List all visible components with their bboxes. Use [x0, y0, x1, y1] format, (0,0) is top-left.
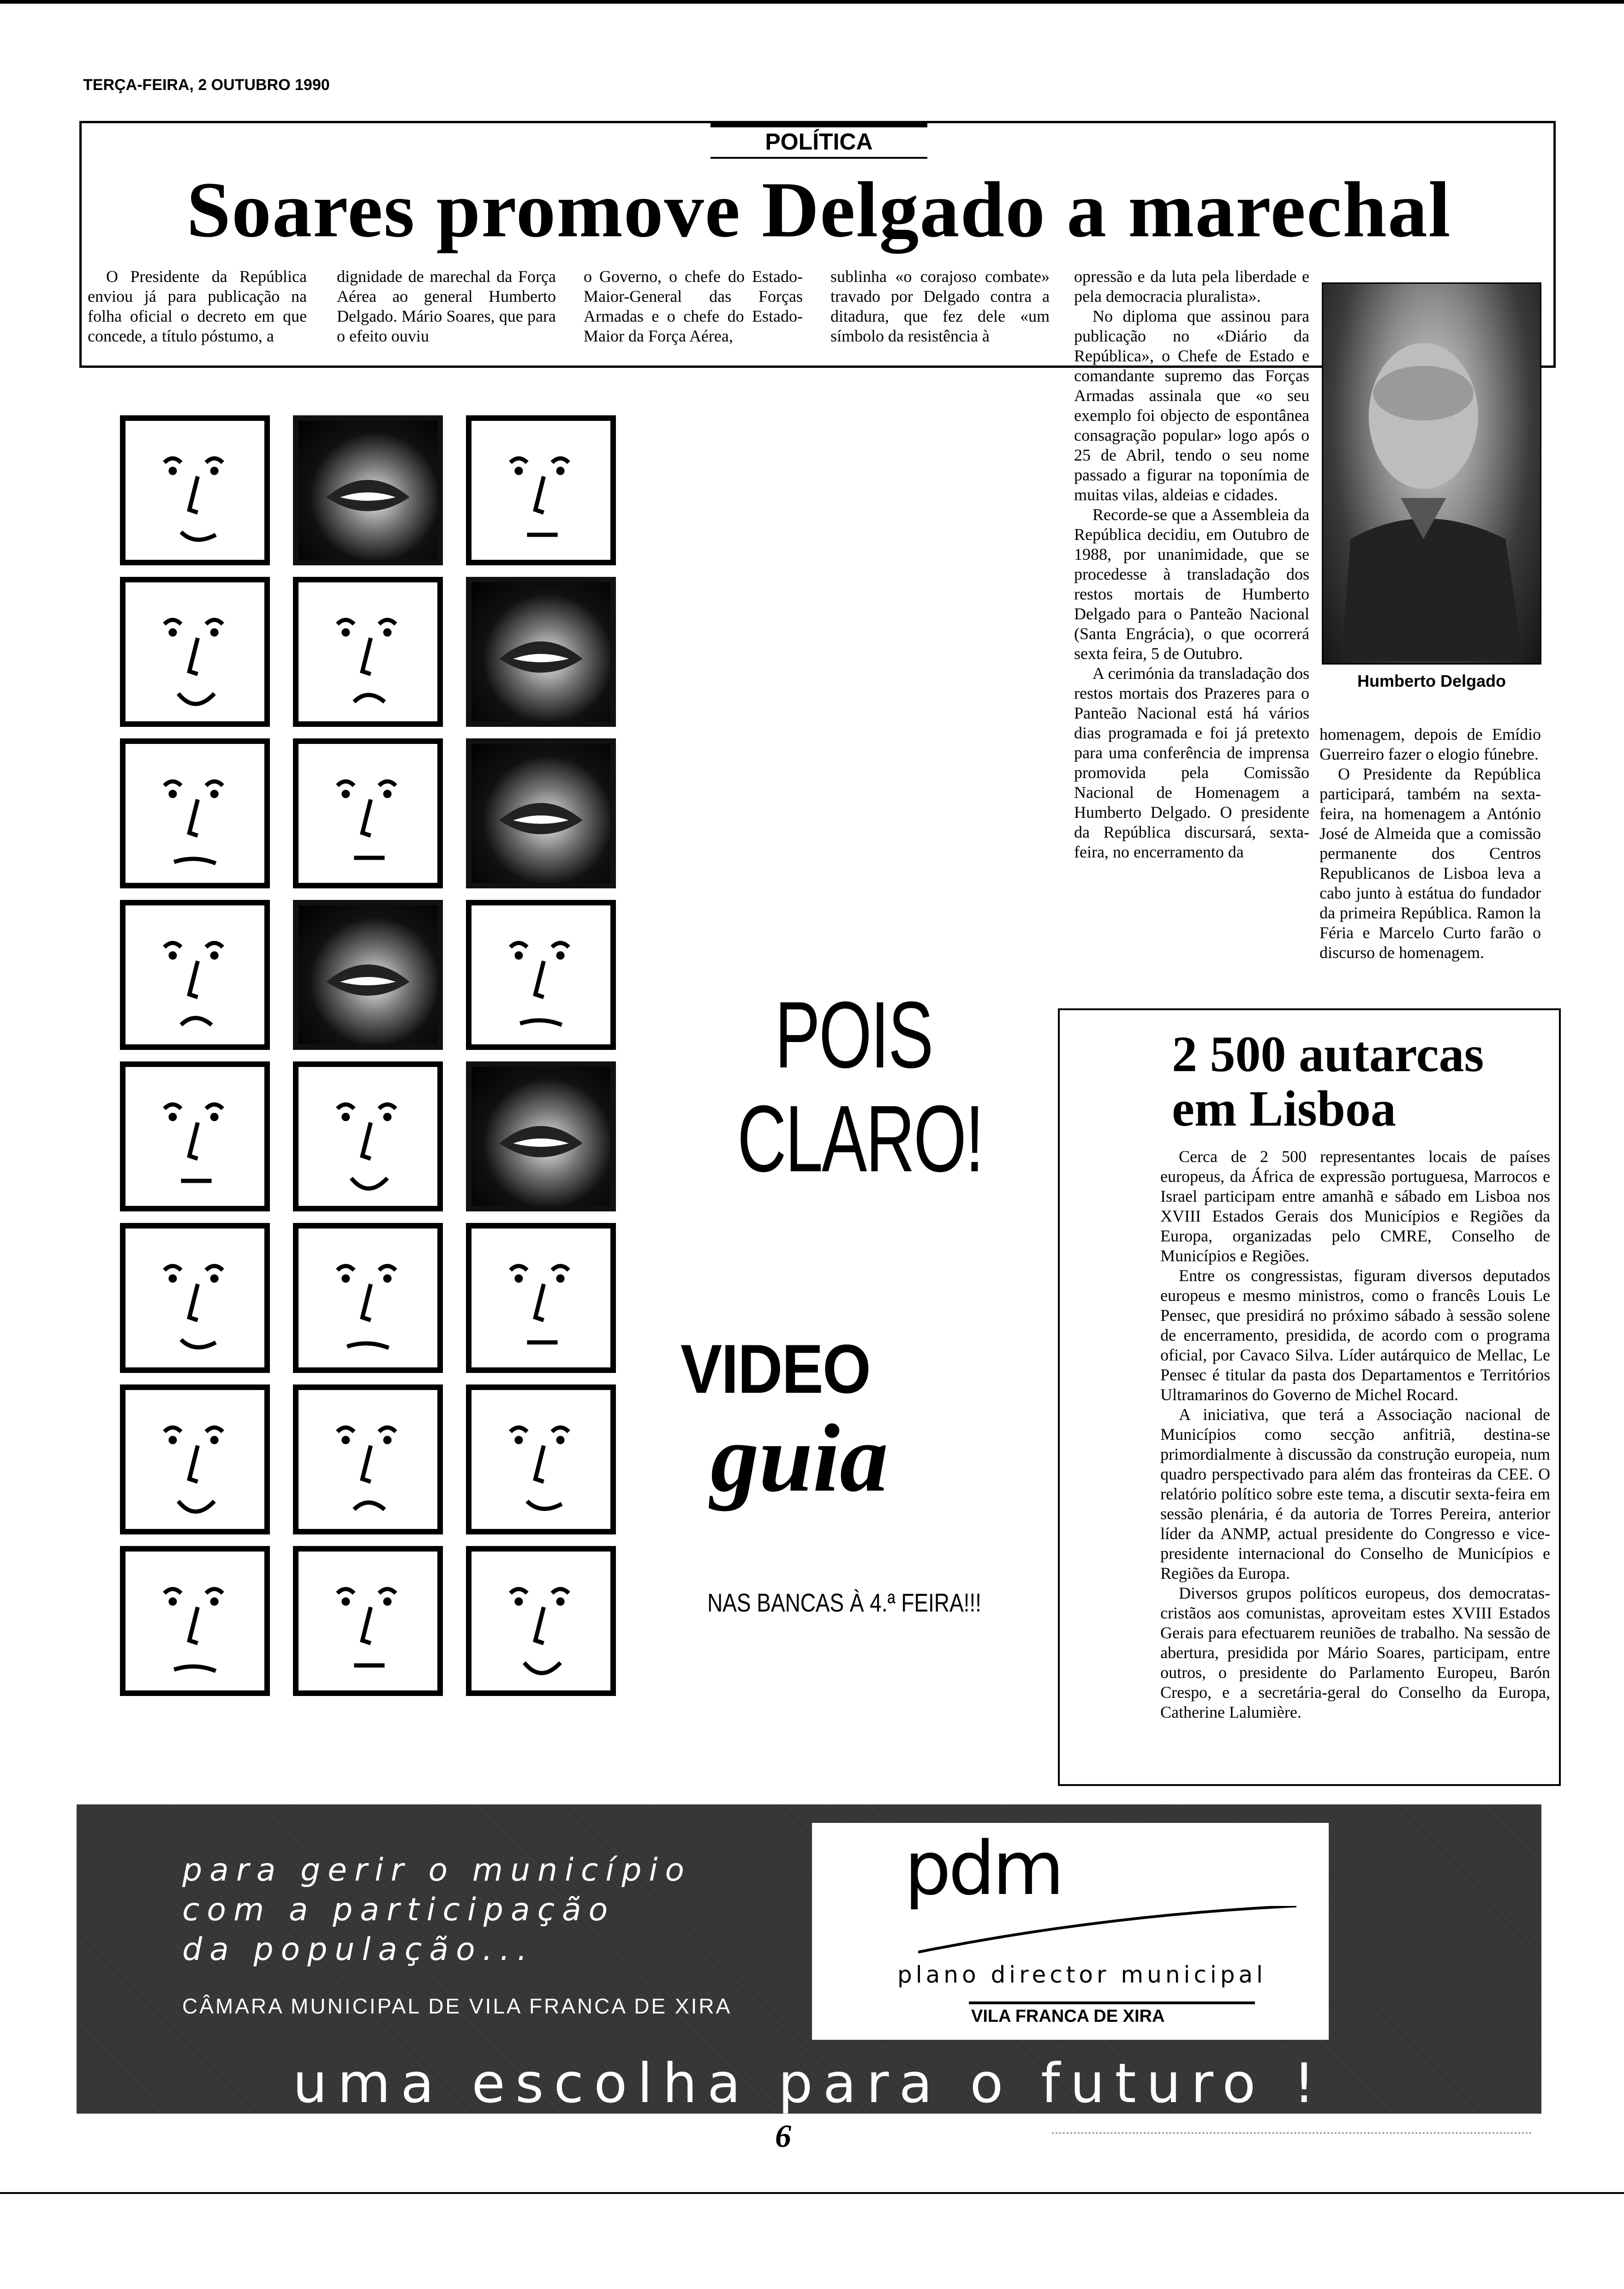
article-column-1	[88, 267, 307, 346]
face-icon	[125, 1067, 264, 1206]
face-icon	[299, 1228, 437, 1367]
face-drawing-tile	[120, 900, 270, 1050]
face-icon	[125, 1390, 264, 1529]
photo-caption: Humberto Delgado	[1357, 671, 1506, 690]
face-drawing-tile	[293, 1384, 443, 1534]
top-rule	[0, 0, 1624, 4]
face-icon	[472, 421, 610, 560]
face-icon	[125, 905, 264, 1044]
sidebar-paragraph: Diversos grupos políticos europeus, dos democratas-cristãos aos comunistas, aproveitam estes XVIII Estados Gerais para efectuarem reuniões de trabalho. Na sessão de abertura, presidida por Mário Soares, participam, entre outros, o presidente do Parlamento Europeu, Barón Crespo, e a secretária-geral do Conselho da Europa, Catherine Lalumière.	[1160, 1584, 1550, 1721]
ad-camara: CÂMARA MUNICIPAL DE VILA FRANCA DE XIRA	[182, 1994, 732, 2018]
headline: Soares promove Delgado a marechal	[186, 166, 1451, 254]
face-drawing-tile	[466, 900, 616, 1050]
lips-icon	[299, 421, 437, 560]
bottom-rule	[0, 2192, 1624, 2194]
ad-future-slogan: uma escolha para o futuro !	[293, 2051, 1325, 2115]
lips-icon	[472, 1067, 610, 1206]
article-paragraph: o Governo, o chefe do Estado-Maior-General das Forças Armadas e o chefe do Estado-Maior da Força Aérea,	[584, 267, 803, 345]
face-icon	[125, 582, 264, 721]
face-icon	[125, 1552, 264, 1690]
article-paragraph: No diploma que assinou para publicação no «Diário da República», o Chefe de Estado e comandante supremo das Forças Armadas assinala que «o seu exemplo foi objecto de espontânea consagração popular» logo após o 25 de Abril, tendo o seu nome passado a figurar na toponímia de muitas vilas, aldeias e cidades.	[1074, 307, 1309, 504]
face-drawing-tile	[293, 577, 443, 727]
lips-icon	[472, 744, 610, 883]
face-icon	[472, 1552, 610, 1690]
face-drawing-tile	[293, 1223, 443, 1373]
article-paragraph: homenagem, depois de Emídio Guerreiro fazer o elogio fúnebre.	[1320, 725, 1541, 763]
ad-slogan-line: com a participação	[182, 1892, 615, 1928]
lips-photo-tile	[466, 1061, 616, 1211]
article-column-4	[830, 267, 1050, 346]
article-column-3	[584, 267, 803, 346]
face-drawing-tile	[120, 1384, 270, 1534]
section-label: POLÍTICA	[765, 129, 873, 155]
video-logo-text: VIDEO	[681, 1330, 871, 1408]
pdm-vila: VILA FRANCA DE XIRA	[971, 2007, 1165, 2026]
ad-slogan-line: da população...	[182, 1931, 535, 1968]
face-icon	[125, 744, 264, 883]
face-drawing-tile	[293, 1061, 443, 1211]
face-drawing-tile	[120, 738, 270, 888]
ad-slogan-line: para gerir o município	[182, 1852, 692, 1888]
face-icon	[472, 905, 610, 1044]
sidebar-story-title: 2 500 autarcas em Lisboa	[1172, 1026, 1484, 1137]
sidebar-story-body	[1160, 1147, 1550, 1722]
lips-photo-tile	[466, 577, 616, 727]
article-paragraph: dignidade de marechal da Força Aérea ao general Humberto Delgado. Mário Soares, que para o efeito ouviu	[337, 267, 556, 345]
face-icon	[299, 1390, 437, 1529]
section-bar	[710, 123, 927, 127]
face-drawing-tile	[120, 1546, 270, 1696]
page-number: 6	[775, 2119, 791, 2154]
face-drawing-tile	[466, 1384, 616, 1534]
face-drawing-tile	[120, 1223, 270, 1373]
footer-dotted-rule	[1052, 2132, 1532, 2134]
portrait-silhouette	[1323, 284, 1540, 661]
face-drawing-tile	[293, 1546, 443, 1696]
face-drawing-tile	[466, 1223, 616, 1373]
pdm-swoosh-icon	[918, 1906, 1296, 1961]
face-icon	[125, 1228, 264, 1367]
faces-grid	[120, 415, 627, 1689]
section-underline	[710, 157, 927, 159]
article-paragraph: sublinha «o corajoso combate» travado por Delgado contra a ditadura, que fez dele «um símbolo da resistência à	[830, 267, 1050, 345]
promo-headline	[737, 982, 983, 1192]
article-paragraph: O Presidente da República participará, também na sexta-feira, na homenagem a António José de Almeida que a comissão permanente dos Centros Republicanos de Lisboa leva a cabo junto à estátua do fundador da primeira República. Ramon la Féria e Marcelo Curto farão o discurso de homenagem.	[1320, 765, 1541, 962]
article-paragraph: O Presidente da República enviou já para publicação na folha oficial o decreto em que concede, a título póstumo, a	[88, 267, 307, 345]
article-column-6	[1320, 725, 1541, 963]
pdm-rule	[969, 2001, 1255, 2004]
article-paragraph: Recorde-se que a Assembleia da República decidiu, em Outubro de 1988, por unanimidade, que se procedesse à transladação dos restos mortais de Humberto Delgado para o Panteão Nacional (Santa Engrácia), o que ocorrerá sexta feira, 5 de Outubro.	[1074, 505, 1309, 663]
face-drawing-tile	[120, 415, 270, 565]
portrait-photo	[1322, 282, 1541, 665]
face-icon	[299, 744, 437, 883]
dateline: TERÇA-FEIRA, 2 OUTUBRO 1990	[83, 76, 330, 94]
ad-slogan	[182, 1851, 782, 1970]
face-icon	[299, 582, 437, 721]
promo-line-2: CLARO!	[737, 1086, 983, 1192]
face-icon	[125, 421, 264, 560]
pdm-logo: pdm	[904, 1825, 1062, 1911]
face-icon	[472, 1390, 610, 1529]
article-column-5	[1074, 267, 1309, 862]
article-paragraph: A cerimónia da transladação dos restos mortais dos Prazeres para o Panteão Nacional está há vários dias programada e foi já pretexto para uma conferência de imprensa promovida pela Comissão Nacional de Homenagem a Humberto Delgado. O presidente da República discursará, sexta-feira, no encerramento da	[1074, 664, 1309, 861]
pdm-plano: plano director municipal	[897, 1961, 1267, 1988]
lips-photo-tile	[293, 900, 443, 1050]
lips-icon	[472, 582, 610, 721]
face-icon	[472, 1228, 610, 1367]
promo-tagline: NAS BANCAS À 4.ª FEIRA!!!	[707, 1588, 981, 1617]
face-drawing-tile	[120, 1061, 270, 1211]
sidebar-paragraph: Cerca de 2 500 representantes locais de países europeus, da África de expressão portuguesa, Marrocos e Israel participam entre amanhã e sábado em Lisboa nos XVIII Estados Gerais dos Municípios e Regiões da Europa, organizadas pelo CMRE, Conselho de Municípios e Regiões.	[1160, 1147, 1550, 1265]
article-paragraph: opressão e da luta pela liberdade e pela democracia pluralista».	[1074, 267, 1309, 306]
face-icon	[299, 1067, 437, 1206]
face-drawing-tile	[120, 577, 270, 727]
article-column-2	[337, 267, 556, 346]
lips-icon	[299, 905, 437, 1044]
face-drawing-tile	[466, 1546, 616, 1696]
face-drawing-tile	[466, 415, 616, 565]
guia-logo-text: guia	[710, 1405, 889, 1512]
lips-photo-tile	[293, 415, 443, 565]
sidebar-paragraph: Entre os congressistas, figuram diversos deputados europeus e mesmo ministros, como o francês Louis Le Pensec, que presidirá no próximo sábado à sessão solene de encerramento, presidida, de acordo com o programa oficial, por Cavaco Silva. Líder autárquico de Mellac, Le Pensec é titular da pasta dos Departamentos e Territórios Ultramarinos do Governo de Michel Rocard.	[1160, 1266, 1550, 1404]
promo-line-1: POIS	[775, 982, 932, 1088]
face-drawing-tile	[293, 738, 443, 888]
face-icon	[299, 1552, 437, 1690]
sidebar-paragraph: A iniciativa, que terá a Associação nacional de Municípios como secção anfitriã, destina-se primordialmente à discussão da construção europeia, num quadro perspectivado para além das fronteiras da CEE. O relatório político sobre este tema, a discutir sexta-feira em sessão plenária, é da autoria de Torres Pereira, anterior líder da ANMP, actual presidente do Congresso e vice-presidente internacional do Conselho de Municípios e Regiões da Europa.	[1160, 1405, 1550, 1582]
lips-photo-tile	[466, 738, 616, 888]
